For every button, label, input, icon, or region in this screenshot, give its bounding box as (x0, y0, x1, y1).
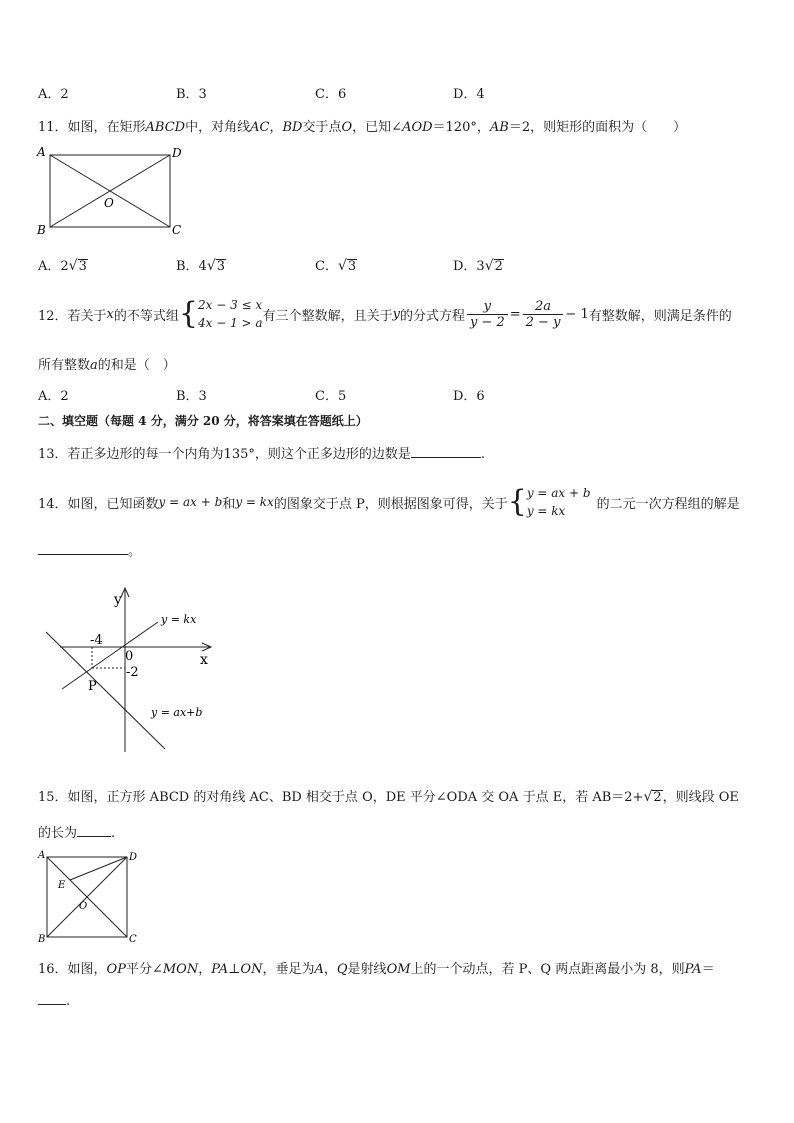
q14-line-axb-label: y = ax+b (151, 706, 203, 719)
q12-inequality-1: 2x − 3 ≤ x (198, 298, 263, 312)
q11-label-o: O (104, 196, 114, 210)
q15-label-a: A (38, 850, 46, 861)
q15-label-d: D (129, 852, 138, 863)
q10-option-b: B．3 (176, 87, 207, 102)
q14-question-line1: 14．如图，已知函数 y = ax + b 和 y = kx 的图象交于点 P，则根据图象可得，关于 { y = ax + b y = kx 的二元一次方程组的解是 (38, 484, 740, 519)
q11-label-d: D (172, 146, 182, 160)
q11-option-d: D．3√2 (453, 258, 503, 274)
q14-function-graph (40, 584, 230, 756)
q14-y-axis-label: y (114, 592, 122, 608)
q15-question-line2: 的长为 . (38, 826, 116, 841)
q12-option-c: C．5 (315, 389, 347, 404)
q11-label-c: C (172, 223, 182, 237)
q14-question-line2: 。 (38, 540, 141, 559)
q13-question: 13．若正多边形的每一个内角为135°，则这个正多边形的边数是 . (38, 447, 485, 462)
q16-answer-blank (38, 992, 66, 1005)
q12-inequality-2: 4x − 1 > a (198, 316, 263, 330)
q15-square-figure (34, 846, 140, 946)
q14-origin-label: 0 (125, 649, 134, 664)
q12-option-d: D．6 (453, 389, 485, 404)
q11-rectangle-figure (32, 142, 192, 238)
q16-question-line2: . (38, 992, 70, 1009)
q16-question-line1: 16．如图，OP平分∠MON，PA⊥ON，垂足为A，Q是射线OM上的一个动点，若 P、Q 两点距离最小为 8，则PA＝ (38, 962, 715, 977)
q11-label-b: B (37, 223, 46, 237)
q12-option-b: B．3 (176, 389, 207, 404)
q14-line-kx-label: y = kx (161, 613, 197, 626)
q14-answer-blank (38, 542, 128, 555)
q14-system-eq1: y = ax + b (526, 486, 591, 500)
q14-tick-x: -4 (90, 633, 103, 648)
q11-option-c: C．√3 (315, 258, 357, 274)
q11-label-a: A (37, 145, 46, 159)
section-heading: 二、填空题（每题 4 分，满分 20 分，将答案填在答题纸上） (38, 414, 368, 428)
q15-label-o: O (79, 901, 88, 912)
q12-question-line1: 12．若关于 x 的不等式组 { 2x − 3 ≤ x 4x − 1 > a 有三个整数解，且关于 y 的分式方程 $\frac{y}{y - 2}$ = $\frac{2a}{2 - y}$ − 1 有整数解，则满足条件的 (38, 296, 732, 331)
q14-x-axis-label: x (200, 652, 208, 668)
q11-option-b: B．4√3 (176, 258, 226, 274)
q15-label-c: C (129, 934, 137, 945)
q14-system-eq2: y = kx (526, 504, 566, 518)
q15-label-b: B (38, 934, 46, 945)
q11-option-a: A．2√3 (38, 258, 87, 274)
q15-label-e: E (58, 880, 66, 891)
q15-answer-blank (77, 824, 111, 837)
q10-option-c: C．6 (315, 87, 347, 102)
q13-answer-blank (411, 445, 481, 458)
q14-point-p: P (88, 679, 97, 694)
q15-question-line1: 15．如图，正方形 ABCD 的对角线 AC、BD 相交于点 O，DE 平分∠ODA 交 OA 于点 E，若 AB＝2+√2，则线段 OE (38, 789, 739, 805)
q10-option-d: D．4 (453, 87, 485, 102)
q14-tick-y: -2 (126, 665, 139, 680)
q11-question: 11．如图，在矩形ABCD中，对角线AC，BD交于点O，已知∠AOD＝120°，AB＝2，则矩形的面积为（ ） (38, 120, 687, 135)
q10-option-a: A．2 (38, 87, 69, 102)
q12-option-a: A．2 (38, 389, 69, 404)
q12-question-line2: 所有整数a的和是（ ） (38, 358, 176, 373)
